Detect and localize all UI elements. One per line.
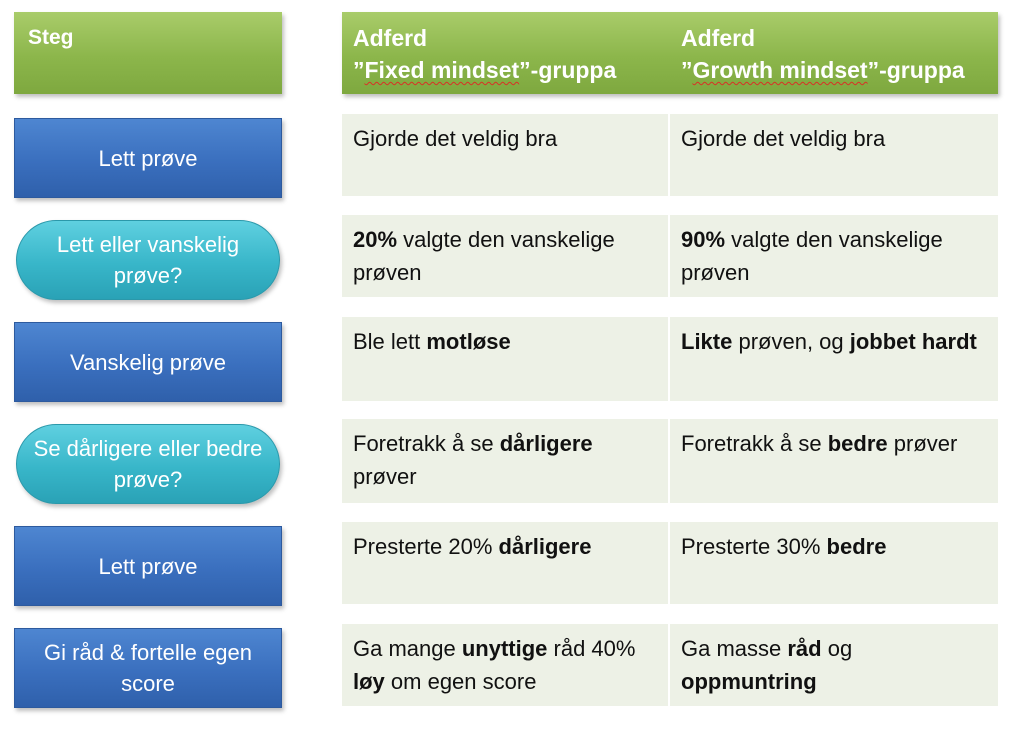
cell-fixed-row-6: Ga mange unyttige råd 40% løy om egen score xyxy=(342,624,668,706)
header-growth-subtitle: ”Growth mindset”-gruppa xyxy=(681,57,965,83)
header-adferd xyxy=(342,12,998,94)
step-hard-test: Vanskelig prøve xyxy=(14,322,282,402)
step-easy-or-hard-decision: Lett eller vanskelig prøve? xyxy=(16,220,280,300)
step-advice-and-score: Gi råd & fortelle egen score xyxy=(14,628,282,708)
step-easy-test: Lett prøve xyxy=(14,118,282,198)
header-fixed-title: Adferd xyxy=(353,25,428,51)
step-worse-or-better-decision: Se dårligere eller bedre prøve? xyxy=(16,424,280,504)
cell-fixed-row-3: Ble lett motløse xyxy=(342,317,668,401)
cell-growth-row-5: Presterte 30% bedre xyxy=(670,522,998,604)
header-growth-title: Adferd xyxy=(681,25,756,51)
header-steg-label: Steg xyxy=(28,26,74,49)
header-steg xyxy=(14,12,282,94)
step-easy-test-2: Lett prøve xyxy=(14,526,282,606)
cell-fixed-row-5: Presterte 20% dårligere xyxy=(342,522,668,604)
cell-growth-row-3: Likte prøven, og jobbet hardt xyxy=(670,317,998,401)
cell-growth-row-6: Ga masse råd og oppmuntring xyxy=(670,624,998,706)
cell-growth-row-4: Foretrakk å se bedre prøver xyxy=(670,419,998,503)
cell-fixed-row-4: Foretrakk å se dårligere prøver xyxy=(342,419,668,503)
cell-fixed-row-1: Gjorde det veldig bra xyxy=(342,114,668,196)
cell-growth-row-2: 90% valgte den vanskelige prøven xyxy=(670,215,998,297)
header-fixed-column xyxy=(353,22,616,86)
header-fixed-subtitle: ”Fixed mindset”-gruppa xyxy=(353,57,617,83)
cell-growth-row-1: Gjorde det veldig bra xyxy=(670,114,998,196)
header-growth-column xyxy=(681,22,965,86)
cell-fixed-row-2: 20% valgte den vanskelige prøven xyxy=(342,215,668,297)
